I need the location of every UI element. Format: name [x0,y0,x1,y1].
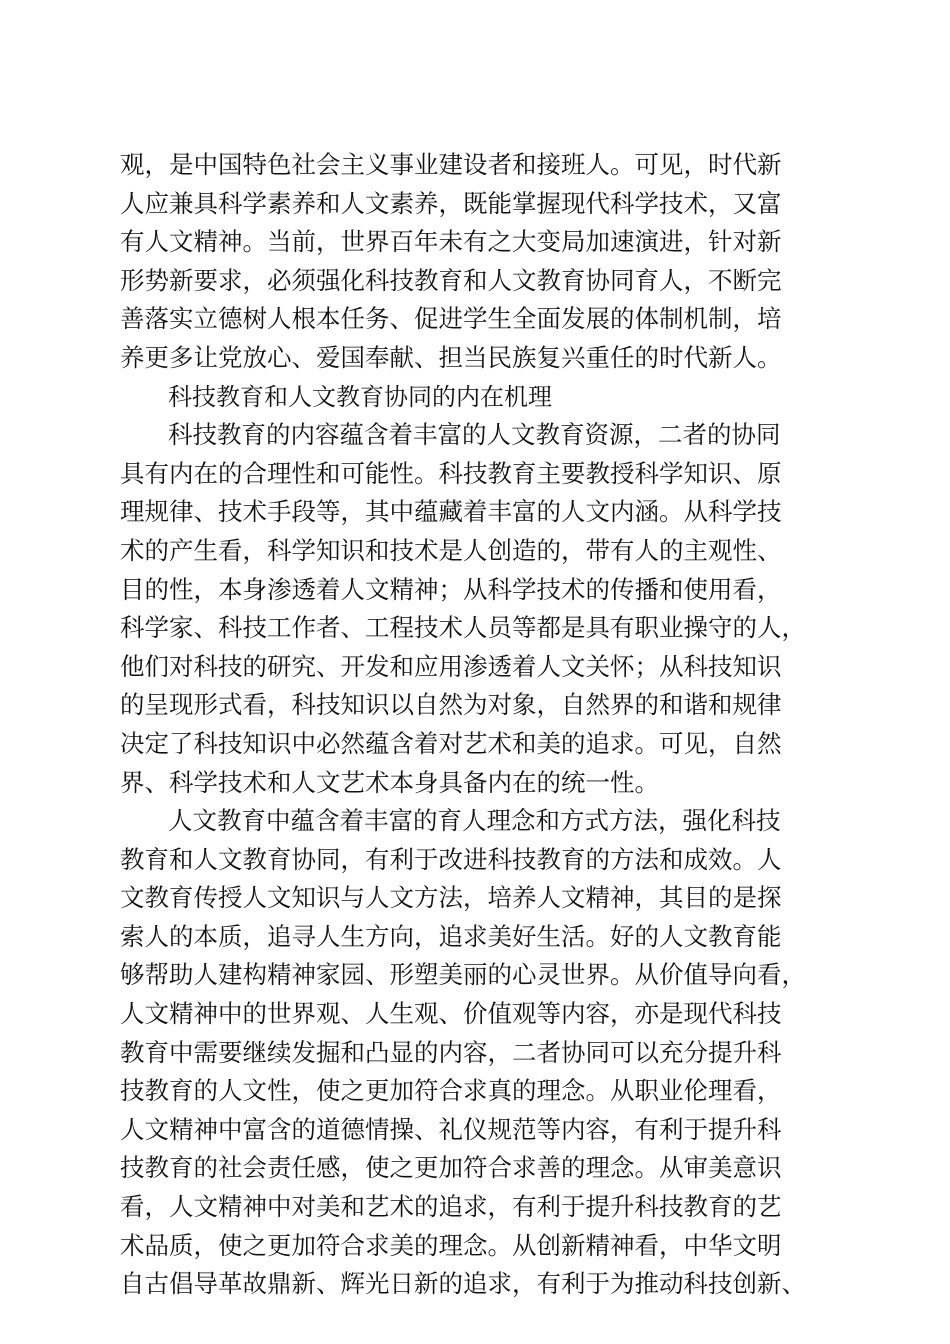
text-line: 人文教育中蕴含着丰富的育人理念和方式方法，强化科技 [168,806,781,836]
text-line: 的呈现形式看，科技知识以自然为对象，自然界的和谐和规律 [120,690,782,720]
text-line: 索人的本质，追寻人生方向，追求美好生活。好的人文教育能 [120,921,782,951]
paragraph-2 [120,416,840,802]
text-line: 有人文精神。当前，世界百年未有之大变局加速演进，针对新 [120,227,782,257]
text-line: 科学家、科技工作者、工程技术人员等都是具有职业操守的人， [120,613,806,643]
text-line: 看，人文精神中对美和艺术的追求，有利于提升科技教育的艺 [120,1192,782,1222]
text-line: 善落实立德树人根本任务、促进学生全面发展的体制机制，培 [120,304,782,334]
text-line: 决定了科技知识中必然蕴含着对艺术和美的追求。可见，自然 [120,728,782,758]
text-line: 人应兼具科学素养和人文素养，既能掌握现代科学技术，又富 [120,188,782,218]
text-line: 教育和人文教育协同，有利于改进科技教育的方法和成效。人 [120,844,782,874]
text-line: 具有内在的合理性和可能性。科技教育主要教授科学知识、原 [120,458,782,488]
section-heading: 科技教育和人文教育协同的内在机理 [168,382,552,411]
paragraph-3 [120,802,840,1304]
text-line: 他们对科技的研究、开发和应用渗透着人文关怀；从科技知识 [120,651,782,681]
text-line: 目的性，本身渗透着人文精神；从科学技术的传播和使用看， [120,574,782,604]
text-line: 科技教育的内容蕴含着丰富的人文教育资源，二者的协同 [168,420,781,450]
text-line: 人文精神中富含的道德情操、礼仪规范等内容，有利于提升科 [120,1114,782,1144]
text-line: 养更多让党放心、爱国奉献、担当民族复兴重任的时代新人。 [120,342,782,372]
text-line: 形势新要求，必须强化科技教育和人文教育协同育人，不断完 [120,265,782,295]
text-line: 术的产生看，科学知识和技术是人创造的，带有人的主观性、 [120,535,782,565]
text-line: 技教育的社会责任感，使之更加符合求善的理念。从审美意识 [120,1153,782,1183]
paragraph-1 [120,146,840,378]
text-line: 自古倡导革故鼎新、辉光日新的追求，有利于为推动科技创新、 [120,1269,806,1299]
text-line: 技教育的人文性，使之更加符合求真的理念。从职业伦理看， [120,1076,782,1106]
body-text [120,146,840,1304]
text-line: 术品质，使之更加符合求美的理念。从创新精神看，中华文明 [120,1230,782,1260]
text-line: 文教育传授人文知识与人文方法，培养人文精神，其目的是探 [120,883,782,913]
text-line: 理规律、技术手段等，其中蕴藏着丰富的人文内涵。从科学技 [120,497,782,527]
text-line: 够帮助人建构精神家园、形塑美丽的心灵世界。从价值导向看， [120,960,806,990]
text-line: 界、科学技术和人文艺术本身具备内在的统一性。 [120,767,659,797]
text-line: 观，是中国特色社会主义事业建设者和接班人。可见，时代新 [120,150,782,179]
text-line: 人文精神中的世界观、人生观、价值观等内容，亦是现代科技 [120,999,782,1029]
text-line: 教育中需要继续发掘和凸显的内容，二者协同可以充分提升科 [120,1037,782,1067]
